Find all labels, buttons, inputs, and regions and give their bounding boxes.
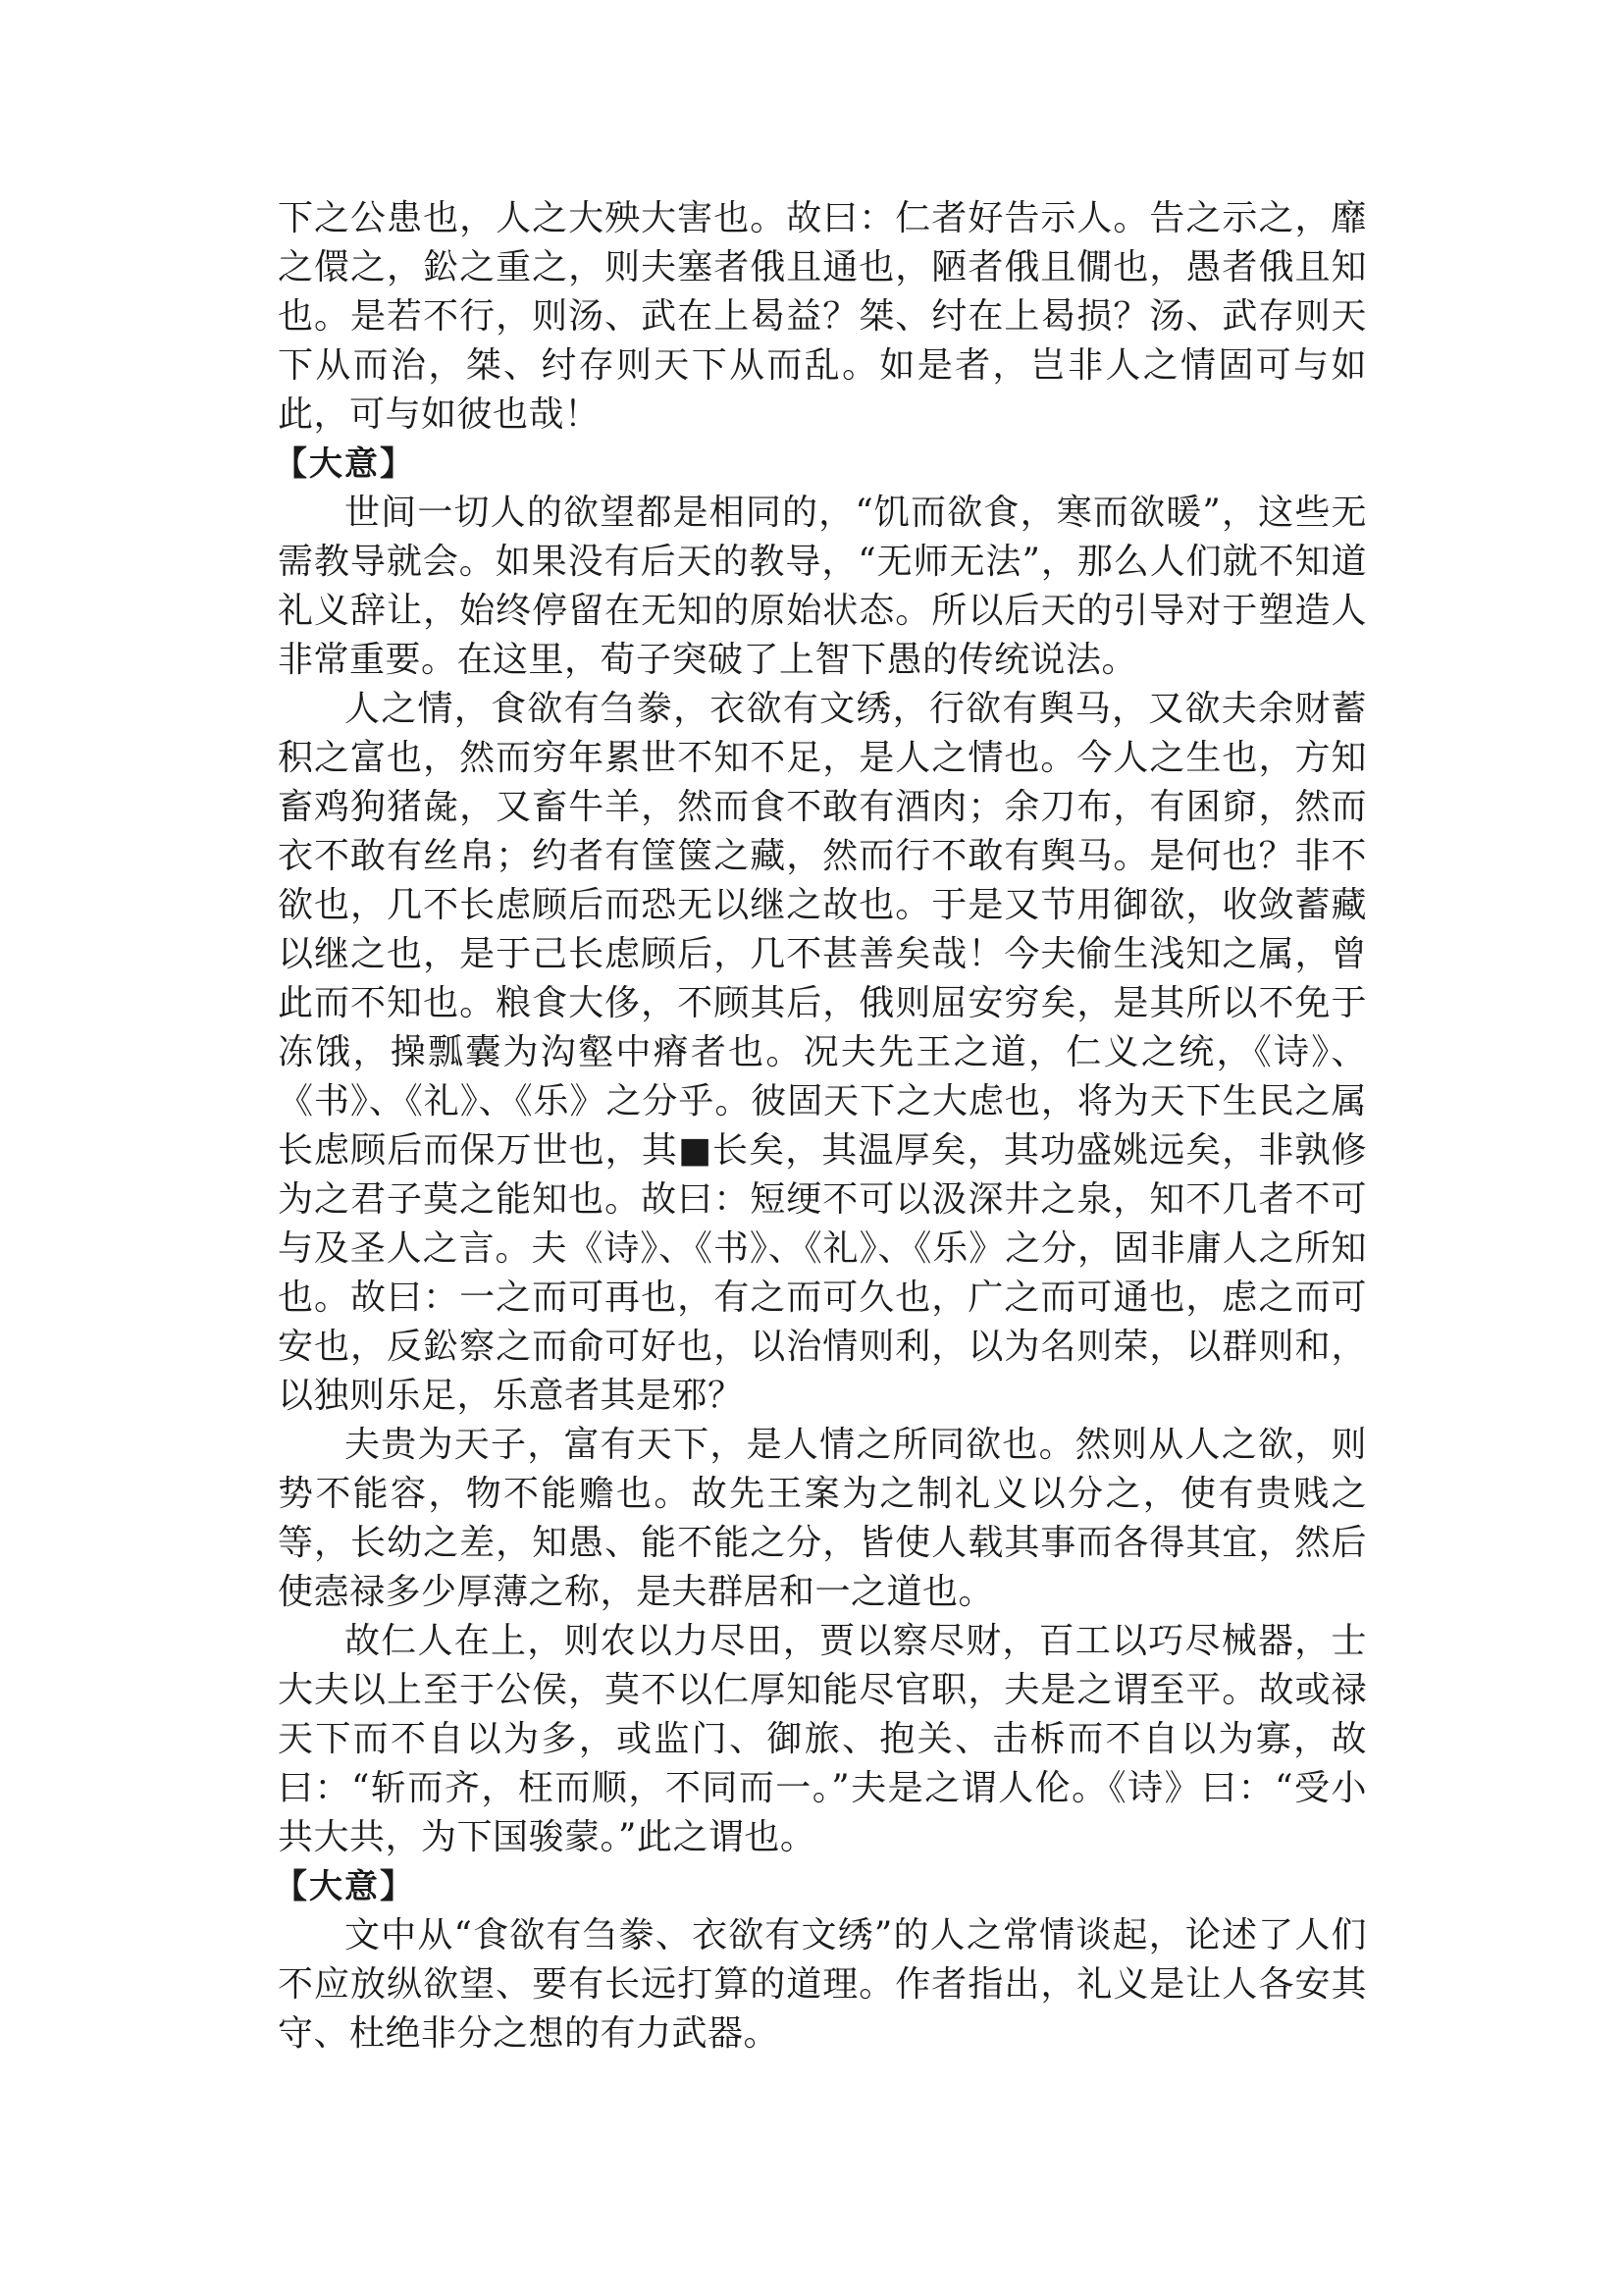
paragraph-3: 人之情，食欲有刍豢，衣欲有文绣，行欲有舆马，又欲夫余财蓄积之富也，然而穷年累世不知不足，是人之情也。今人之生也，方知畜鸡狗猪彘，又畜牛羊，然而食不敢有酒肉；余刀布，有囷窌，然而衣不敢有丝帛；约者有筐箧之藏，然而行不敢有舆马。是何也？非不欲也，几不长虑顾后而恐无以继之故也。于是又节用御欲，收敛蓄藏以继之也，是于己长虑顾后，几不甚善矣哉！今夫偷生浅知之属，曾此而不知也。粮食大侈，不顾其后，俄则屈安穷矣，是其所以不免于冻饿，操瓢囊为沟壑中瘠者也。况夫先王之道，仁义之统，《诗》、《书》、《礼》、《乐》之分乎。彼固天下之大虑也，将为天下生民之属长虑顾后而保万世也，其■长矣，其温厚矣，其功盛姚远矣，非孰修为之君子莫之能知也。故曰：短绠不可以汲深井之泉，知不几者不可与及圣人之言。夫《诗》、《书》、《礼》、《乐》之分，固非庸人之所知也。故曰：一之而可再也，有之而可久也，广之而可通也，虑之而可安也，反鈆察之而俞可好也，以治情则利，以为名则荣，以群则和，以独则乐足，乐意者其是邪？: [278, 689, 1367, 1416]
section-heading-summary-1: 【大意】: [274, 444, 415, 484]
paragraph-4: 夫贵为天子，富有天下，是人情之所同欲也。然则从人之欲，则势不能容，物不能赡也。故先王案为之制礼义以分之，使有贵贱之等，长幼之差，知愚、能不能之分，皆使人载其事而各得其宜，然后使悫禄多少厚薄之称，是夫群居和一之道也。: [278, 1425, 1367, 1612]
paragraph-2: 世间一切人的欲望都是相同的，“饥而欲食，寒而欲暖”，这些无需教导就会。如果没有后天的教导，“无师无法”，那么人们就不知道礼义辞让，始终停留在无知的原始状态。所以后天的引导对于塑造人非常重要。在这里，荀子突破了上智下愚的传统说法。: [278, 493, 1367, 680]
section-heading-summary-2: 【大意】: [274, 1867, 415, 1906]
document-body: [274, 194, 1367, 2059]
paragraph-5: 故仁人在上，则农以力尽田，贾以察尽财，百工以巧尽械器，士大夫以上至于公侯，莫不以仁厚知能尽官职，夫是之谓至平。故或禄天下而不自以为多，或监门、御旅、抱关、击柝而不自以为寡，故曰：“斩而齐，枉而顺，不同而一。”夫是之谓人伦。《诗》曰：“受小共大共，为下国骏蒙。”此之谓也。: [278, 1621, 1367, 1857]
paragraph-1: 下之公患也，人之大殃大害也。故曰：仁者好告示人。告之示之，靡之儇之，鈆之重之，则夫塞者俄且通也，陋者俄且僩也，愚者俄且知也。是若不行，则汤、武在上曷益？桀、纣在上曷损？汤、武存则天下从而治，桀、纣存则天下从而乱。如是者，岂非人之情固可与如此，可与如彼也哉！: [278, 198, 1367, 435]
paragraph-6: 文中从“食欲有刍豢、衣欲有文绣”的人之常情谈起，论述了人们不应放纵欲望、要有长远打算的道理。作者指出，礼义是让人各安其守、杜绝非分之想的有力武器。: [278, 1915, 1367, 2054]
